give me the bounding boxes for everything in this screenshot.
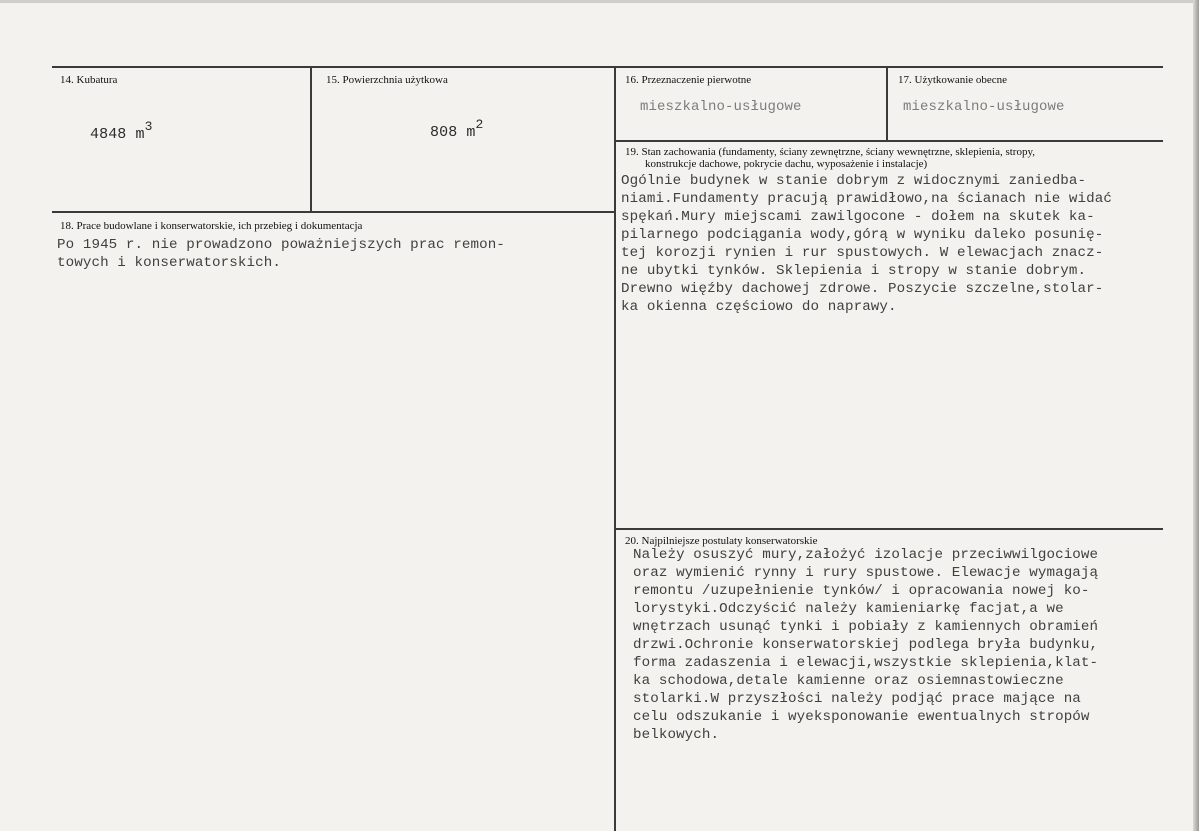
field-15-unit-power: 2 [475,117,484,132]
field-19-label-line-1: 19. Stan zachowania (fundamenty, ściany zewnętrzne, ściany wewnętrzne, sklepienia, stropy, [625,146,1036,158]
field-18-line: towych i konserwatorskich. [57,255,281,271]
divider-16-17 [886,66,888,141]
field-19-line: spękań.Mury miejscami zawilgocone - dołem na skutek ka- [621,209,1095,225]
field-18-line: Po 1945 r. nie prowadzono poważniejszych prac remon- [57,237,505,253]
field-15-label: 15. Powierzchnia użytkowa [326,74,448,86]
line-under-16-17 [614,140,1163,142]
field-16-value: mieszkalno-usługowe [640,99,802,115]
divider-14-15 [310,66,312,213]
field-20-line: ka schodowa,detale kamienne oraz osiemnastowieczne [633,673,1064,689]
field-14-unit-power: 3 [144,119,153,134]
field-15-value [430,118,483,142]
page-edge-top [0,0,1199,3]
field-20-line: remontu /uzupełnienie tynków/ i opracowania nowej ko- [633,583,1090,599]
field-20-label: 20. Najpilniejsze postulaty konserwatorskie [625,535,818,547]
field-19-label-line-2: konstrukcje dachowe, pokrycie dachu, wyposażenie i instalacje) [645,158,928,170]
field-20-line: wnętrzach usunąć tynki i pobiały z kamiennych obramień [633,619,1099,635]
field-19-line: ne ubytki tynków. Sklepienia i stropy w stanie dobrym. [621,263,1087,279]
field-19-line: Drewno więźby dachowej zdrowe. Poszycie szczelne,stolar- [621,281,1104,297]
field-18-label: 18. Prace budowlane i konserwatorskie, ich przebieg i dokumentacja [60,220,363,232]
field-17-value: mieszkalno-usługowe [903,99,1065,115]
top-border-line [52,66,1163,68]
field-20-line: Należy osuszyć mury,założyć izolacje przeciwwilgociowe [633,547,1099,563]
field-19-line: tej korozji rynien i rur spustowych. W elewacjach znacz- [621,245,1104,261]
field-19-line: pilarnego podciągania wody,górą w wyniku daleko posunię- [621,227,1104,243]
field-19-line: Ogólnie budynek w stanie dobrym z widocznymi zaniedba- [621,173,1087,189]
field-20-line: forma zadaszenia i elewacji,wszystkie sklepienia,klat- [633,655,1099,671]
field-20-line: drzwi.Ochronie konserwatorskiej podlega bryła budynku, [633,637,1099,653]
field-19-line: ka okienna częściowo do naprawy. [621,299,897,315]
line-above-20 [614,528,1163,530]
field-19-line: niami.Fundamenty pracują prawidłowo,na ścianach nie widać [621,191,1112,207]
field-14-value [90,120,153,144]
page-edge-right [1193,0,1199,831]
field-20-line: celu odszukanie i wyeksponowanie ewentualnych stropów [633,709,1090,725]
field-20-line: oraz wymienić rynny i rury spustowe. Elewacje wymagają [633,565,1099,581]
field-20-line: belkowych. [633,727,720,743]
field-14-label: 14. Kubatura [60,74,118,86]
line-under-14-15 [52,211,615,213]
field-17-label: 17. Użytkowanie obecne [898,74,1008,86]
field-14-number: 4848 m [90,126,145,143]
field-20-line: lorystyki.Odczyścić należy kamieniarkę facjat,a we [633,601,1064,617]
field-20-line: stolarki.W przyszłości należy podjąć prace mające na [633,691,1081,707]
divider-left-right [614,66,616,831]
field-15-number: 808 m [430,124,476,141]
field-16-label: 16. Przeznaczenie pierwotne [625,74,752,86]
